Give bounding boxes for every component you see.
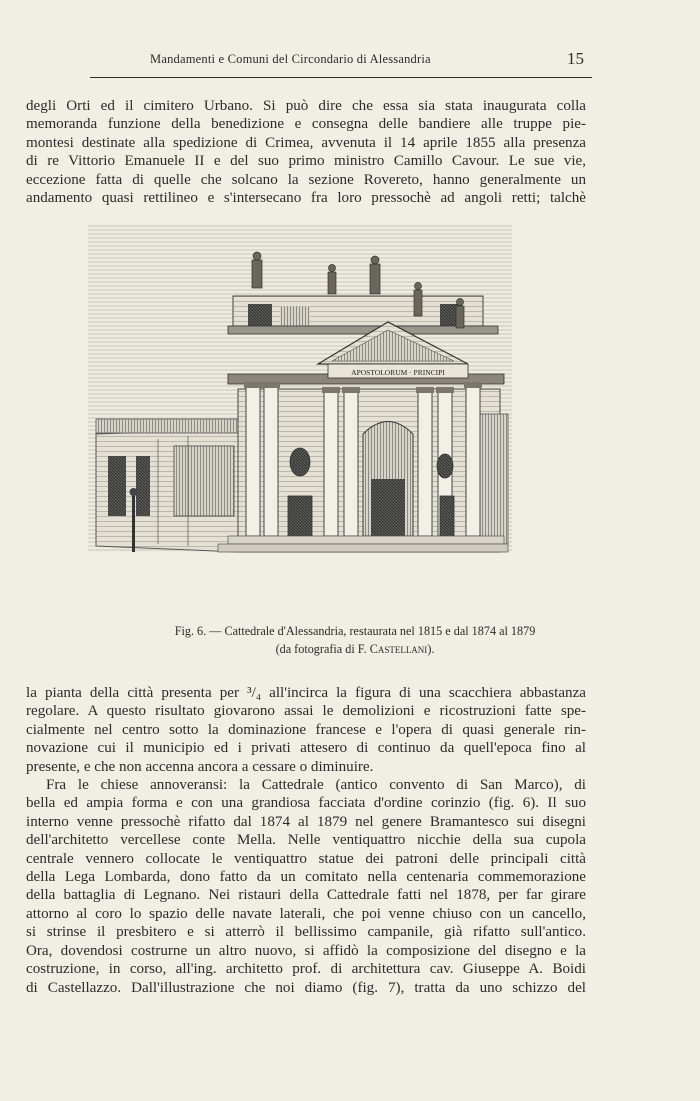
text-line: eccezione fatta di quelle che solcano la sezione Rovereto, hanno generalmente un [26, 171, 586, 188]
text-line: novazione cui il municipio ed i privati attesero di continuo da quell'epoca fino al [26, 740, 586, 757]
text-line: andamento quasi rettilineo e s'intersecano fra loro pressochè ad angoli retti; talchè [26, 190, 586, 207]
text-line: Fra le chiese annoveransi: la Cattedrale (antico convento di San Marco), di [46, 777, 586, 794]
paragraph-body [26, 684, 586, 997]
text-line: la pianta della città presenta per ³/₄ all'incirca la figura di una scacchiera abbastanza [26, 685, 586, 701]
caption-line: Fig. 6. — Cattedrale d'Alessandria, restaurata nel 1815 e dal 1874 al 1879 [174, 624, 536, 638]
text-line: della Lega Lombarda, dono fatto da un comitato nella centenaria commemorazione [26, 869, 586, 886]
caption-credit [60, 640, 650, 658]
text-line: cialmente nel centro sotto la dominazione francese e l'opera di quasi generale rin- [26, 721, 586, 738]
text-line: Ora, dovendosi costrurne un altro nuovo, si affidò la composizione del disegno e la [26, 942, 586, 959]
text-line: di re Vittorio Emanuele II e del suo primo ministro Camillo Cavour. Le sue vie, [26, 153, 586, 170]
text-line: costruzione, in corso, all'ing. architetto prof. di architettura cav. Giuseppe A. Boidi [26, 961, 586, 978]
text-line: centrale vennero collocate le ventiquattro statue dei patroni delle principali città [26, 850, 586, 867]
text-line: della battaglia di Legnano. Nei ristauri della Cattedrale fatti nel 1878, per far girare [26, 887, 586, 904]
page-number: 15 [567, 49, 584, 68]
text-line: interno venne pressochè rifatto dal 1874 al 1879 nel genere Bramantesco sui disegni [26, 813, 586, 830]
header-rule [90, 77, 592, 78]
paragraph-intro [26, 97, 586, 207]
inscription-band: APOSTOLORUM · PRINCIPI [351, 368, 445, 377]
text-line: attorno al coro lo spazio delle navate laterali, che poi venne chiuso con un cancello, [26, 905, 586, 922]
text-line: bella ed ampia forma e con una grandiosa facciata d'ordine corinzio (fig. 6). Il suo [26, 795, 586, 812]
text-line: memoranda funzione della benedizione e consegna delle bandiere alle truppe pie- [26, 116, 586, 133]
text-line: montesi destinate alla spedizione di Crimea, avvenuta il 14 aprile 1855 alla presenza [26, 134, 586, 151]
cathedral-illustration [88, 224, 512, 608]
text-line: regolare. A questo risultato giovarono assai le demolizioni e ricostruzioni fatte spe- [26, 703, 586, 720]
photographer-name: Castellani [369, 642, 428, 656]
figure-caption [60, 622, 650, 658]
text-line: si strinse il presbitero e si atterrò il bellissimo campanile, già rifatto sull'antico. [26, 924, 586, 941]
text-line: di Castellazzo. Dall'illustrazione che noi diamo (fig. 7), tratta da uno schizzo del [26, 979, 586, 996]
caption-suffix: ). [427, 642, 435, 656]
text-line: degli Orti ed il cimitero Urbano. Si può dire che essa sia stata inaugurata colla [26, 98, 586, 114]
text-line: dell'architetto vercellese conte Mella. Nelle ventiquattro nicchie della sua cupola [26, 832, 586, 849]
caption-prefix: (da fotografia di F. [275, 642, 370, 656]
running-title: Mandamenti e Comuni del Circondario di Alessandria [150, 52, 431, 66]
text-line: presente, e che non accenna ancora a cessare o diminuire. [26, 758, 374, 775]
running-header [90, 50, 592, 72]
